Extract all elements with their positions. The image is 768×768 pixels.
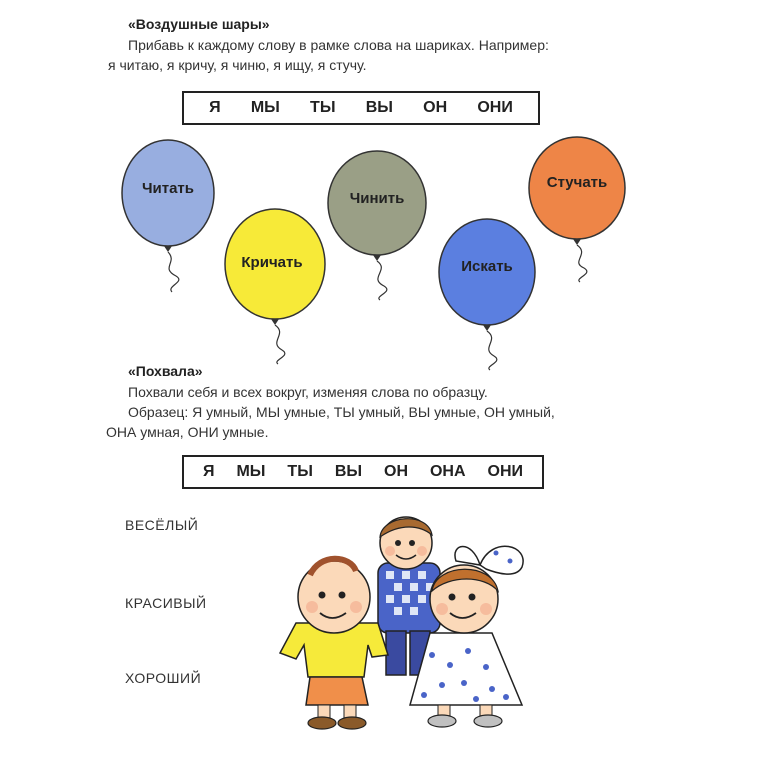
section1-title: «Воздушные шары» xyxy=(128,16,270,32)
pronoun: ТЫ xyxy=(287,463,313,480)
balloon-label-chitat: Читать xyxy=(141,180,195,197)
pronoun: Я xyxy=(209,99,221,116)
pronoun: ОНА xyxy=(429,463,466,480)
balloon-label-krichat: Кричать xyxy=(241,254,303,271)
adjective-veselyi: ВЕСЁЛЫЙ xyxy=(125,517,199,533)
pronoun: ОНИ xyxy=(477,99,513,116)
balloon-chitat xyxy=(122,140,214,292)
balloon-label-chinit: Чинить xyxy=(349,190,405,207)
pronoun: ВЫ xyxy=(365,99,393,116)
balloon-krichat xyxy=(225,209,325,364)
pronoun: МЫ xyxy=(250,99,280,116)
section2-instruction-line2: Образец: Я умный, МЫ умные, ТЫ умный, ВЫ умные, ОН умный, xyxy=(128,404,555,420)
pronoun: ОН xyxy=(384,463,409,480)
adjective-khoroshii: ХОРОШИЙ xyxy=(125,670,202,686)
balloon-label-stuchat: Стучать xyxy=(546,174,608,191)
section1-instruction-line2: я читаю, я кричу, я чиню, я ищу, я стучу. xyxy=(108,57,367,73)
balloon-label-iskat: Искать xyxy=(461,258,513,275)
children-illustration xyxy=(260,505,550,733)
balloon-chinit xyxy=(328,151,426,300)
pronoun: Я xyxy=(202,463,215,480)
balloon-iskat xyxy=(439,219,535,370)
pronoun: ТЫ xyxy=(310,99,336,116)
pronoun: ОН xyxy=(423,99,448,116)
pronoun-box-2 xyxy=(182,455,544,489)
pronoun: МЫ xyxy=(236,463,266,480)
pronoun: ОНИ xyxy=(487,463,524,480)
section2-instruction-line1: Похвали себя и всех вокруг, изменяя слова по образцу. xyxy=(128,384,488,400)
section2-title: «Похвала» xyxy=(128,363,203,379)
section1-instruction-line1: Прибавь к каждому слову в рамке слова на шариках. Например: xyxy=(128,37,549,53)
section2-instruction-line3: ОНА умная, ОНИ умные. xyxy=(106,424,269,440)
adjective-krasivyi: КРАСИВЫЙ xyxy=(125,595,207,611)
boy-left xyxy=(280,559,388,729)
pronoun: ВЫ xyxy=(334,463,363,480)
